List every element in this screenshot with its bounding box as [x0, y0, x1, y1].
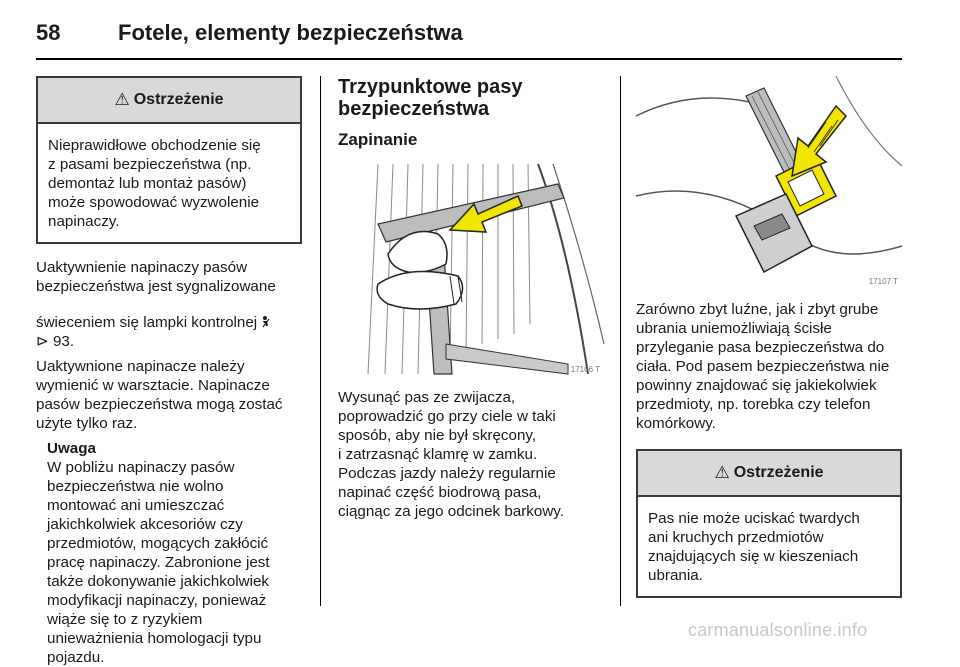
middle-column: [338, 76, 604, 521]
page-title: Fotele, elementy bezpieczeństwa: [118, 20, 463, 45]
seatbelt-buckle-illustration: [636, 76, 902, 286]
paragraph: Uaktywnione napinacze należy wymienić w warsztacie. Napinacze pasów bezpieczeństwa mogą zostać użyte tylko raz.: [36, 358, 283, 432]
warning-triangle-icon: ⚠: [114, 90, 130, 109]
header-divider: [36, 58, 902, 60]
paragraph: Wysunąć pas ze zwijacza, poprowadzić go przy ciele w taki sposób, aby nie był skręcony, i zatrzasnąć klamrę w zamku. Podczas jazdy należy regularnie napinać część biodrową pasa, ciągnąc za jego odcinek barkowy.: [338, 389, 564, 520]
right-column: [636, 76, 902, 598]
warning-title: Ostrzeżenie: [133, 91, 224, 108]
watermark: carmanualsonline.info: [688, 620, 868, 640]
subsection-title: Zapinanie: [338, 130, 418, 149]
warning-triangle-icon: ⚠: [714, 463, 730, 482]
warning-title: Ostrzeżenie: [733, 464, 824, 481]
left-column: [36, 76, 302, 667]
note-block: [36, 439, 302, 667]
seatbelt-buckle-drawing: [636, 76, 902, 286]
page-reference[interactable]: 93.: [52, 333, 75, 350]
paragraph: [36, 258, 302, 351]
figure-code: 17106 T: [570, 365, 600, 374]
column-divider: [320, 76, 321, 606]
seatbelt-fastening-illustration: [338, 164, 604, 374]
seatbelt-warning-lamp-icon: [261, 296, 273, 310]
page-reference-arrow-icon: ⊳: [36, 333, 49, 350]
note-title: Uwaga: [47, 440, 96, 457]
warning-header: [38, 78, 300, 124]
paragraph-text: Uaktywnienie napinaczy pasów bezpieczeństwa jest sygnalizowane świeceniem się lampki kontrolnej: [36, 259, 276, 331]
page-number: 58: [36, 20, 61, 45]
column-divider: [620, 76, 621, 606]
page-header: [36, 12, 924, 52]
warning-box: [36, 76, 302, 244]
seatbelt-fastening-drawing: [338, 164, 604, 374]
paragraph: Zarówno zbyt luźne, jak i zbyt grube ubrania uniemożliwiają ścisłe przyleganie pasa bezpieczeństwa do ciała. Pod pasem bezpieczeństwa nie powinny znajdować się jakiekolwiek przedmioty, np. torebka czy telefon komórkowy.: [636, 301, 890, 432]
warning-header: [638, 451, 900, 497]
warning-text: Pas nie może uciskać twardych ani kruchych przedmiotów znajdujących się w kieszeniach ubrania.: [648, 510, 860, 584]
figure-code: 17107 T: [868, 277, 898, 286]
warning-box: [636, 449, 902, 598]
section-title: Trzypunktowe pasy bezpieczeństwa: [338, 76, 523, 120]
warning-text: Nieprawidłowe obchodzenie się z pasami bezpieczeństwa (np. demontaż lub montaż pasów) może spowodować wyzwolenie napinaczy.: [48, 137, 261, 230]
note-text: W pobliżu napinaczy pasów bezpieczeństwa nie wolno montować ani umieszczać jakichkolwiek akcesoriów czy przedmiotów, mogących zakłócić pracę napinaczy. Zabronione jest także dokonywanie jakichkolwiek modyfikacji napinaczy, ponieważ wiąże się to z ryzykiem unieważnienia homologacji typu pojazdu.: [47, 459, 270, 666]
